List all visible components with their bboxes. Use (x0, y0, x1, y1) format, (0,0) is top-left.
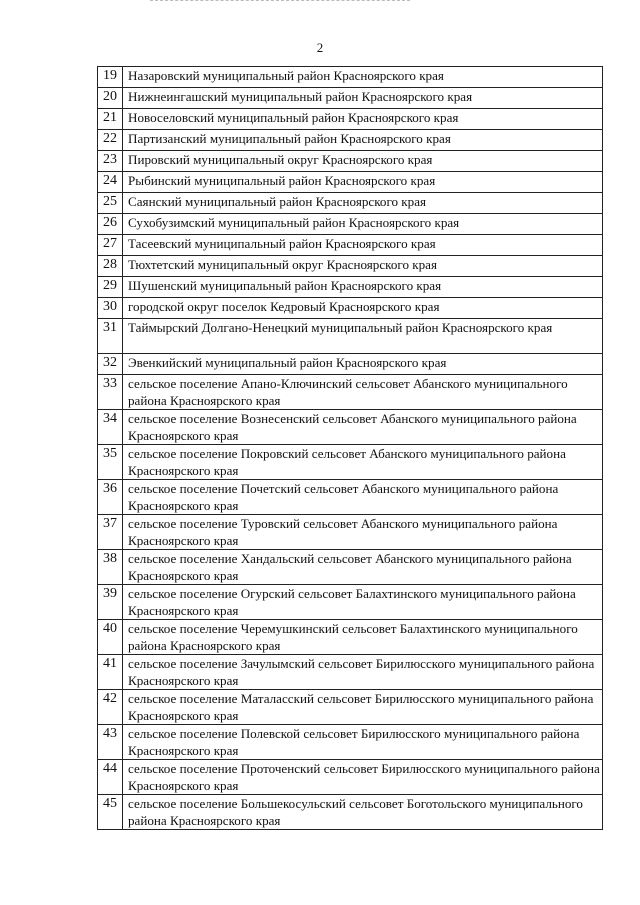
row-text: Рыбинский муниципальный район Красноярского края (123, 172, 603, 193)
table-row (98, 130, 603, 151)
row-number: 28 (98, 256, 123, 277)
row-text: Нижнеингашский муниципальный район Красноярского края (123, 88, 603, 109)
table-row (98, 655, 603, 690)
row-text: Назаровский муниципальный район Красноярского края (123, 67, 603, 88)
table-row (98, 256, 603, 277)
row-number: 34 (98, 410, 123, 445)
table-row (98, 795, 603, 830)
row-text: сельское поселение Вознесенский сельсовет Абанского муниципального района Красноярского края (123, 410, 603, 445)
table-row (98, 620, 603, 655)
row-text: сельское поселение Большекосульский сельсовет Боготольского муниципального района Красноярского края (123, 795, 603, 830)
row-number: 43 (98, 725, 123, 760)
row-text: сельское поселение Хандальский сельсовет Абанского муниципального района Красноярского края (123, 550, 603, 585)
row-text: сельское поселение Туровский сельсовет Абанского муниципального района Красноярского края (123, 515, 603, 550)
row-number: 40 (98, 620, 123, 655)
table-row (98, 298, 603, 319)
row-number: 37 (98, 515, 123, 550)
row-number: 19 (98, 67, 123, 88)
row-text: сельское поселение Маталасский сельсовет Бирилюсского муниципального района Красноярского края (123, 690, 603, 725)
scan-artifact-line (150, 0, 410, 3)
table-row (98, 151, 603, 172)
table-row (98, 354, 603, 375)
table-row (98, 375, 603, 410)
row-number: 22 (98, 130, 123, 151)
table-row (98, 515, 603, 550)
table-row (98, 235, 603, 256)
row-number: 29 (98, 277, 123, 298)
row-number: 33 (98, 375, 123, 410)
row-text: сельское поселение Черемушкинский сельсовет Балахтинского муниципального района Красноярского края (123, 620, 603, 655)
row-number: 32 (98, 354, 123, 375)
row-number: 25 (98, 193, 123, 214)
table-row (98, 67, 603, 88)
row-number: 30 (98, 298, 123, 319)
row-text: Тюхтетский муниципальный округ Красноярского края (123, 256, 603, 277)
row-text: сельское поселение Огурский сельсовет Балахтинского муниципального района Красноярского края (123, 585, 603, 620)
row-text: Тасеевский муниципальный район Красноярского края (123, 235, 603, 256)
row-number: 44 (98, 760, 123, 795)
row-number: 21 (98, 109, 123, 130)
table-row (98, 725, 603, 760)
row-number: 31 (98, 319, 123, 354)
table-row (98, 410, 603, 445)
row-text: сельское поселение Покровский сельсовет Абанского муниципального района Красноярского края (123, 445, 603, 480)
row-number: 38 (98, 550, 123, 585)
table-row (98, 585, 603, 620)
table-row (98, 109, 603, 130)
table-row (98, 214, 603, 235)
page-number: 2 (316, 40, 324, 55)
row-number: 23 (98, 151, 123, 172)
row-text: Пировский муниципальный округ Красноярского края (123, 151, 603, 172)
row-text: Шушенский муниципальный район Красноярского края (123, 277, 603, 298)
table-row (98, 550, 603, 585)
row-text: Таймырский Долгано-Ненецкий муниципальный район Красноярского края (123, 319, 603, 354)
row-text: сельское поселение Полевской сельсовет Бирилюсского муниципального района Красноярского края (123, 725, 603, 760)
municipalities-table (97, 66, 603, 830)
row-text: городской округ поселок Кедровый Красноярского края (123, 298, 603, 319)
row-number: 36 (98, 480, 123, 515)
row-text: сельское поселение Зачулымский сельсовет Бирилюсского муниципального района Красноярского края (123, 655, 603, 690)
row-number: 42 (98, 690, 123, 725)
table-row (98, 172, 603, 193)
row-text: Сухобузимский муниципальный район Красноярского края (123, 214, 603, 235)
table-row (98, 760, 603, 795)
table-row (98, 277, 603, 298)
row-number: 41 (98, 655, 123, 690)
row-number: 27 (98, 235, 123, 256)
row-number: 35 (98, 445, 123, 480)
table-row (98, 445, 603, 480)
row-number: 24 (98, 172, 123, 193)
row-text: сельское поселение Почетский сельсовет Абанского муниципального района Красноярского края (123, 480, 603, 515)
row-number: 20 (98, 88, 123, 109)
table-row (98, 480, 603, 515)
table-row (98, 88, 603, 109)
row-text: сельское поселение Апано-Ключинский сельсовет Абанского муниципального района Красноярского края (123, 375, 603, 410)
row-text: Партизанский муниципальный район Красноярского края (123, 130, 603, 151)
table-row (98, 319, 603, 354)
row-text: Эвенкийский муниципальный район Красноярского края (123, 354, 603, 375)
table-row (98, 193, 603, 214)
table-row (98, 690, 603, 725)
row-number: 26 (98, 214, 123, 235)
row-text: Новоселовский муниципальный район Красноярского края (123, 109, 603, 130)
row-text: сельское поселение Проточенский сельсовет Бирилюсского муниципального района Красноярского края (123, 760, 603, 795)
row-number: 39 (98, 585, 123, 620)
row-text: Саянский муниципальный район Красноярского края (123, 193, 603, 214)
row-number: 45 (98, 795, 123, 830)
